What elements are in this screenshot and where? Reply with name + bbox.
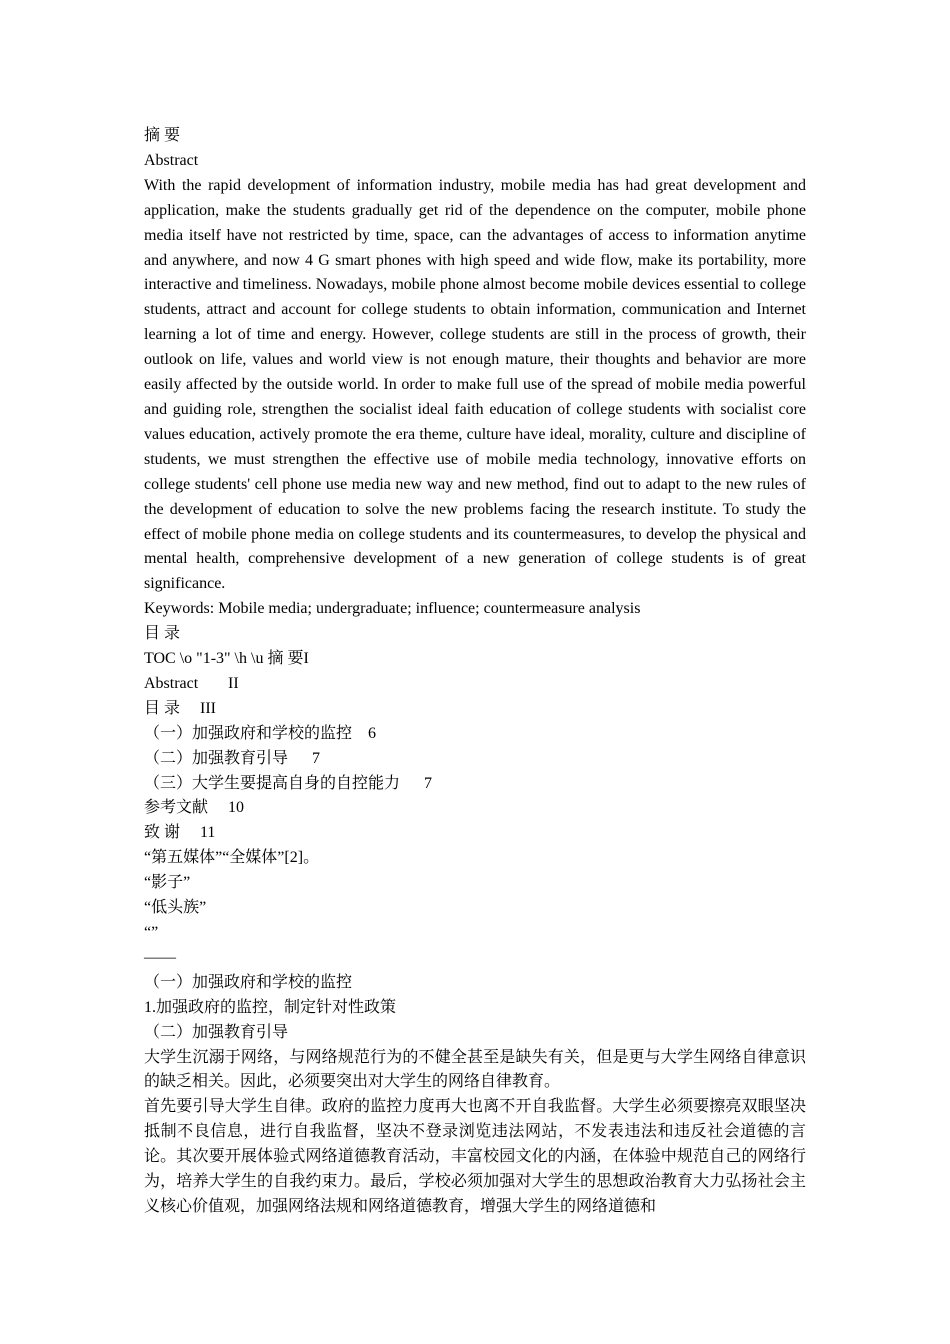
fragment-line: ——: [144, 948, 176, 966]
abstract-heading: Abstract: [144, 151, 199, 169]
toc-line: 致 谢 11: [144, 824, 216, 842]
subsection-heading: 1.加强政府的监控，制定针对性政策: [144, 998, 397, 1016]
fragment-line: “”: [144, 924, 159, 941]
body-paragraph: 大学生沉溺于网络，与网络规范行为的不健全甚至是缺失有关，但是更与大学生网络自律意识的缺乏相关。因此，必须要突出对大学生的网络自律教育。: [144, 1048, 806, 1091]
toc-line: （三）大学生要提高自身的自控能力 7: [144, 774, 432, 792]
section-heading: （二）加强教育引导: [144, 1023, 289, 1041]
document-content: [144, 124, 806, 1220]
fragment-line: “第五媒体”“全媒体”[2]。: [144, 849, 320, 867]
toc-line: （二）加强教育引导 7: [144, 749, 320, 767]
toc-line: 目 录 III: [144, 699, 216, 717]
abstract-cn-heading: 摘 要: [144, 127, 181, 144]
toc-line: TOC \o "1-3" \h \u 摘 要I: [144, 650, 309, 668]
toc-heading: 目 录: [144, 625, 181, 643]
toc-line: 参考文献 10: [144, 799, 244, 817]
fragment-line: “影子”: [144, 874, 191, 892]
section-heading: （一）加强政府和学校的监控: [144, 973, 353, 991]
fragment-line: “低头族”: [144, 899, 207, 917]
toc-line: （一）加强政府和学校的监控 6: [144, 724, 376, 742]
abstract-text: With the rapid development of information industry, mobile media has had great development and application, make the students gradually get rid of the dependence on the computer, mobile phone media itself have not restricted by time, space, can the advantages of access to information anytime and anywhere, and now 4 G smart phones with high speed and wide flow, make its portability, more interactive and timeliness. Nowadays, mobile phone almost become mobile devices essential to college students, attract and account for college students to obtain information, communication and Internet learning a lot of time and energy. However, college students are still in the process of growth, their outlook on life, values and world view is not enough mature, their thoughts and behavior are more easily affected by the outside world. In order to make full use of the spread of mobile media powerful and guiding role, strengthen the socialist ideal faith education of college students with socialist core values education, actively promote the era theme, culture have ideal, morality, culture and discipline of students, we must strengthen the effective use of mobile media technology, innovative efforts on college students' cell phone use media new way and new method, find out to adapt to the new rules of the development of education to solve the new problems facing the research institute. To study the effect of mobile phone media on college students and its countermeasures, to develop the physical and mental health, comprehensive development of a new generation of college students is of great significance.: [144, 176, 806, 593]
toc-line: Abstract II: [144, 674, 239, 692]
body-paragraph: 首先要引导大学生自律。政府的监控力度再大也离不开自我监督。大学生必须要擦亮双眼坚决抵制不良信息，进行自我监督，坚决不登录浏览违法网站，不发表违法和违反社会道德的言论。其次要开展体验式网络道德教育活动，丰富校园文化的内涵，在体验中规范自己的网络行为，培养大学生的自我约束力。最后，学校必须加强对大学生的思想政治教育大力弘扬社会主义核心价值观，加强网络法规和网络道德教育，增强大学生的网络道德和: [144, 1098, 806, 1215]
keywords: Keywords: Mobile media; undergraduate; influence; countermeasure analysis: [144, 600, 641, 618]
